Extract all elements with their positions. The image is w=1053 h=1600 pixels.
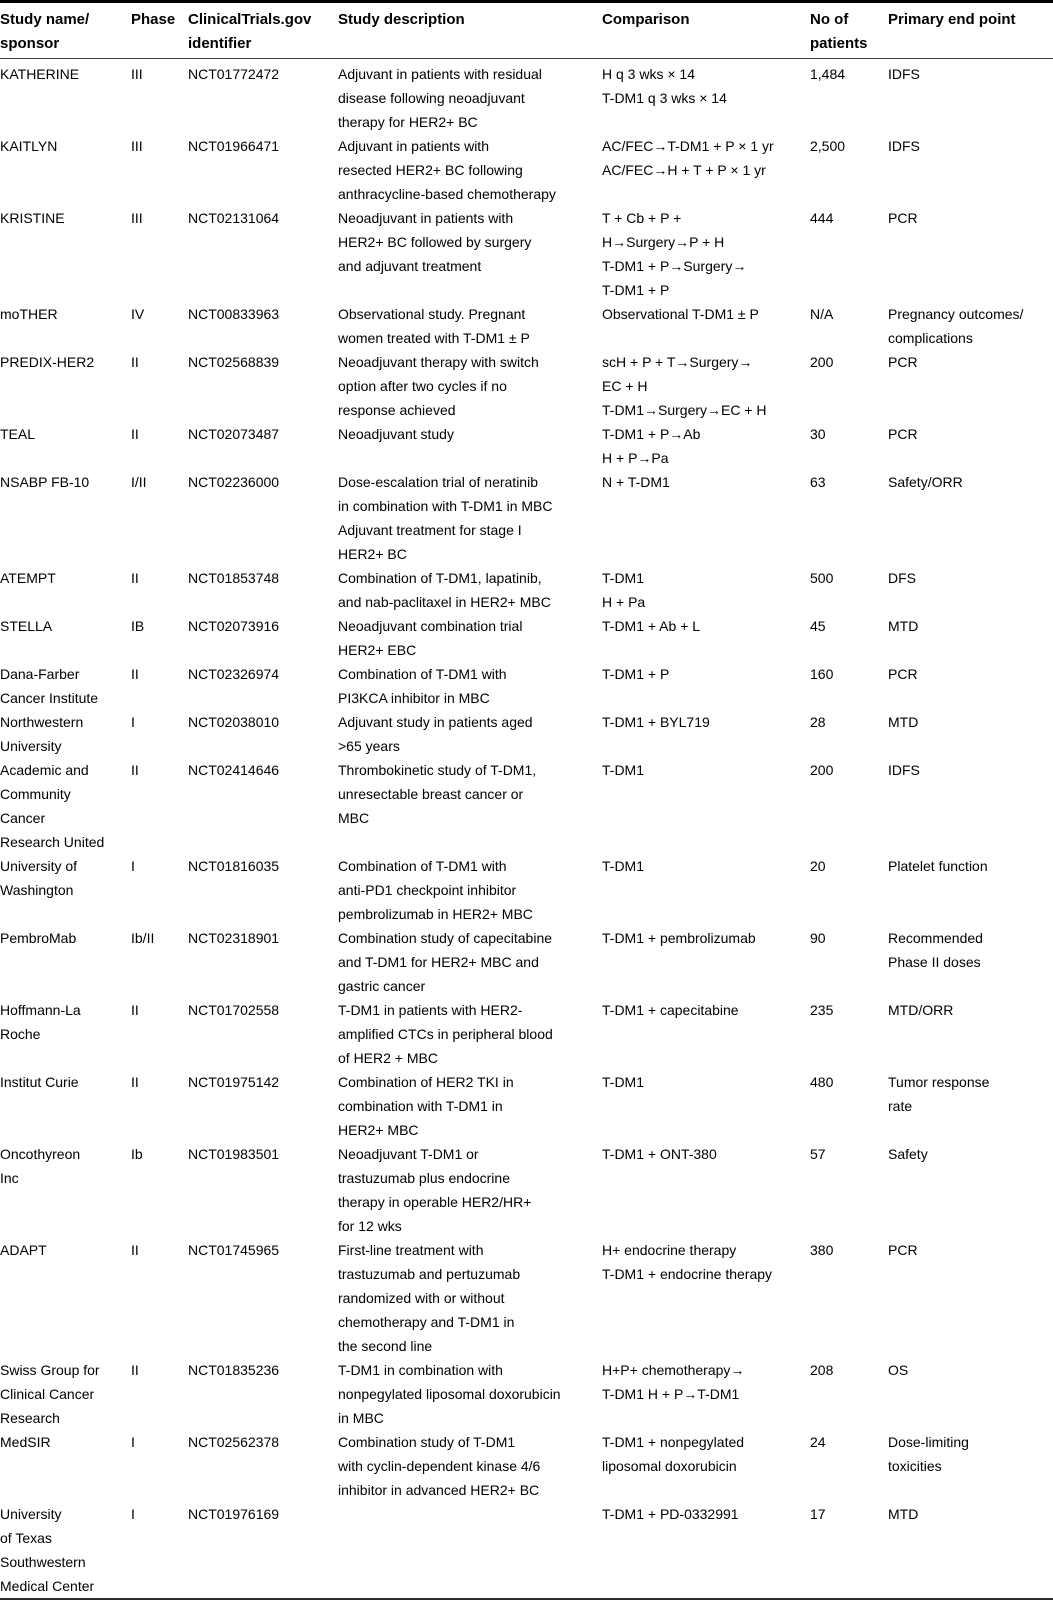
study-name-cell: Institut Curie [0, 1074, 79, 1090]
comparison-cell: Observational T-DM1 ± P [602, 306, 759, 322]
study-name-cell: STELLA [0, 618, 53, 634]
study-name-cell: ADAPT [0, 1242, 47, 1258]
study-name-cell: Dana-Farber Cancer Institute [0, 666, 99, 706]
comparison-cell: AC/FEC→T-DM1 + P × 1 yr AC/FEC→H + T + P × 1 yr [602, 138, 774, 178]
study-name-cell: NSABP FB-10 [0, 474, 90, 490]
table-row [0, 1142, 1053, 1238]
nct-identifier-cell: NCT02414646 [188, 762, 280, 778]
study-description-cell: Combination of T-DM1 with PI3KCA inhibitor in MBC [338, 666, 507, 706]
patients-count-cell: 160 [810, 666, 834, 682]
header-nct-identifier: ClinicalTrials.gov identifier [188, 11, 312, 52]
table-row [0, 1502, 1053, 1598]
table-row [0, 710, 1053, 758]
nct-identifier-cell: NCT02562378 [188, 1434, 280, 1450]
study-description-cell: Adjuvant in patients with resected HER2+ BC following anthracycline-based chemotherapy [338, 138, 556, 202]
study-name-cell: Swiss Group for Clinical Cancer Research [0, 1362, 100, 1426]
header-primary-end-point: Primary end point [888, 11, 1016, 28]
study-description-cell: Neoadjuvant T-DM1 or trastuzumab plus endocrine therapy in operable HER2/HR+ for 12 wks [338, 1146, 532, 1234]
study-name-cell: KAITLYN [0, 138, 58, 154]
table-row [0, 758, 1053, 854]
nct-identifier-cell: NCT01772472 [188, 66, 280, 82]
phase-cell: I [131, 1434, 135, 1450]
nct-identifier-cell: NCT00833963 [188, 306, 280, 322]
patients-count-cell: 1,484 [810, 66, 846, 82]
table-header-row [0, 3, 1053, 59]
comparison-cell: T-DM1 + PD-0332991 [602, 1506, 739, 1522]
study-description-cell: Adjuvant in patients with residual disease following neoadjuvant therapy for HER2+ BC [338, 66, 542, 130]
table-row [0, 134, 1053, 206]
nct-identifier-cell: NCT02131064 [188, 210, 280, 226]
header-study-description: Study description [338, 11, 465, 28]
table-row [0, 614, 1053, 662]
comparison-cell: T-DM1 + Ab + L [602, 618, 701, 634]
nct-identifier-cell: NCT01745965 [188, 1242, 280, 1258]
end-point-cell: IDFS [888, 138, 920, 154]
table-row [0, 422, 1053, 470]
study-description-cell: Neoadjuvant in patients with HER2+ BC followed by surgery and adjuvant treatment [338, 210, 532, 274]
patients-count-cell: 200 [810, 354, 834, 370]
table-row [0, 854, 1053, 926]
nct-identifier-cell: NCT01835236 [188, 1362, 280, 1378]
end-point-cell: OS [888, 1362, 909, 1378]
end-point-cell: Pregnancy outcomes/ complications [888, 306, 1024, 346]
study-name-cell: TEAL [0, 426, 36, 442]
patients-count-cell: 20 [810, 858, 826, 874]
nct-identifier-cell: NCT01853748 [188, 570, 280, 586]
comparison-cell: T-DM1 + pembrolizumab [602, 930, 756, 946]
patients-count-cell: 45 [810, 618, 826, 634]
end-point-cell: PCR [888, 354, 918, 370]
end-point-cell: Dose-limiting toxicities [888, 1434, 969, 1474]
patients-count-cell: 28 [810, 714, 826, 730]
phase-cell: I/II [131, 474, 147, 490]
phase-cell: II [131, 1002, 139, 1018]
nct-identifier-cell: NCT02236000 [188, 474, 280, 490]
patients-count-cell: 235 [810, 1002, 834, 1018]
nct-identifier-cell: NCT02568839 [188, 354, 280, 370]
patients-count-cell: 380 [810, 1242, 834, 1258]
table-row [0, 662, 1053, 710]
end-point-cell: Tumor response rate [888, 1074, 990, 1114]
nct-identifier-cell: NCT02038010 [188, 714, 280, 730]
table-row [0, 206, 1053, 302]
end-point-cell: Safety [888, 1146, 928, 1162]
end-point-cell: MTD [888, 714, 919, 730]
table-row [0, 998, 1053, 1070]
phase-cell: II [131, 354, 139, 370]
patients-count-cell: N/A [810, 306, 834, 322]
end-point-cell: PCR [888, 210, 918, 226]
study-name-cell: KATHERINE [0, 66, 80, 82]
phase-cell: Ib [131, 1146, 143, 1162]
phase-cell: III [131, 210, 143, 226]
study-name-cell: Oncothyreon Inc [0, 1146, 81, 1186]
patients-count-cell: 90 [810, 930, 826, 946]
end-point-cell: PCR [888, 666, 918, 682]
study-name-cell: PembroMab [0, 930, 77, 946]
nct-identifier-cell: NCT01966471 [188, 138, 280, 154]
comparison-cell: T-DM1 [602, 858, 644, 874]
end-point-cell: Safety/ORR [888, 474, 963, 490]
phase-cell: I [131, 858, 135, 874]
comparison-cell: H+ endocrine therapy T-DM1 + endocrine therapy [602, 1242, 773, 1282]
table-row [0, 1430, 1053, 1502]
patients-count-cell: 57 [810, 1146, 826, 1162]
end-point-cell: MTD/ORR [888, 1002, 954, 1018]
comparison-cell: T-DM1 + ONT-380 [602, 1146, 717, 1162]
study-name-cell: moTHER [0, 306, 58, 322]
end-point-cell: IDFS [888, 762, 920, 778]
phase-cell: II [131, 1242, 139, 1258]
phase-cell: II [131, 570, 139, 586]
comparison-cell: T-DM1 [602, 1074, 644, 1090]
nct-identifier-cell: NCT01976169 [188, 1506, 280, 1522]
phase-cell: Ib/II [131, 930, 155, 946]
study-description-cell: First-line treatment with trastuzumab and pertuzumab randomized with or without chemotherapy and T-DM1 in the second line [338, 1242, 521, 1354]
nct-identifier-cell: NCT02073916 [188, 618, 280, 634]
study-description-cell: Combination of T-DM1, lapatinib, and nab-paclitaxel in HER2+ MBC [338, 570, 551, 610]
comparison-cell: scH + P + T→Surgery→ EC + H T-DM1→Surgery→EC + H [602, 354, 767, 418]
comparison-cell: H q 3 wks × 14 T-DM1 q 3 wks × 14 [602, 66, 727, 106]
comparison-cell: T-DM1 H + Pa [602, 570, 646, 610]
patients-count-cell: 500 [810, 570, 834, 586]
study-description-cell: Observational study. Pregnant women treated with T-DM1 ± P [338, 306, 530, 346]
nct-identifier-cell: NCT02326974 [188, 666, 280, 682]
table-row [0, 470, 1053, 566]
patients-count-cell: 208 [810, 1362, 834, 1378]
study-name-cell: Hoffmann-La Roche [0, 1002, 81, 1042]
nct-identifier-cell: NCT01702558 [188, 1002, 280, 1018]
end-point-cell: IDFS [888, 66, 920, 82]
patients-count-cell: 63 [810, 474, 826, 490]
patients-count-cell: 200 [810, 762, 834, 778]
table-row [0, 566, 1053, 614]
phase-cell: I [131, 1506, 135, 1522]
comparison-cell: T + Cb + P + H→Surgery→P + H T-DM1 + P→Surgery→ T-DM1 + P [602, 210, 747, 298]
nct-identifier-cell: NCT01816035 [188, 858, 280, 874]
end-point-cell: MTD [888, 618, 919, 634]
header-no-of-patients: No of patients [810, 11, 868, 52]
study-name-cell: Northwestern University [0, 714, 84, 754]
phase-cell: I [131, 714, 135, 730]
comparison-cell: T-DM1 + BYL719 [602, 714, 710, 730]
end-point-cell: Recommended Phase II doses [888, 930, 983, 970]
patients-count-cell: 2,500 [810, 138, 846, 154]
patients-count-cell: 444 [810, 210, 834, 226]
study-name-cell: PREDIX-HER2 [0, 354, 95, 370]
phase-cell: III [131, 138, 143, 154]
comparison-cell: T-DM1 + P→Ab H + P→Pa [602, 426, 701, 466]
phase-cell: II [131, 1362, 139, 1378]
study-description-cell: Thrombokinetic study of T-DM1, unresectable breast cancer or MBC [338, 762, 537, 826]
patients-count-cell: 30 [810, 426, 826, 442]
phase-cell: II [131, 666, 139, 682]
patients-count-cell: 24 [810, 1434, 826, 1450]
end-point-cell: PCR [888, 1242, 918, 1258]
study-name-cell: Academic and Community Cancer Research United [0, 762, 105, 850]
patients-count-cell: 17 [810, 1506, 826, 1522]
comparison-cell: H+P+ chemotherapy→ T-DM1 H + P→T-DM1 [602, 1362, 745, 1402]
study-name-cell: MedSIR [0, 1434, 51, 1450]
table-row [0, 62, 1053, 134]
table-row [0, 1070, 1053, 1142]
comparison-cell: T-DM1 [602, 762, 644, 778]
phase-cell: II [131, 1074, 139, 1090]
comparison-cell: N + T-DM1 [602, 474, 670, 490]
nct-identifier-cell: NCT01983501 [188, 1146, 280, 1162]
comparison-cell: T-DM1 + P [602, 666, 670, 682]
study-name-cell: University of Texas Southwestern Medical Center [0, 1506, 95, 1594]
study-name-cell: KRISTINE [0, 210, 65, 226]
study-description-cell: Neoadjuvant therapy with switch option after two cycles if no response achieved [338, 354, 539, 418]
study-description-cell: Combination study of capecitabine and T-DM1 for HER2+ MBC and gastric cancer [338, 930, 553, 994]
study-name-cell: University of Washington [0, 858, 78, 898]
table-row [0, 1238, 1053, 1358]
study-description-cell: Neoadjuvant study [338, 426, 454, 442]
study-description-cell: T-DM1 in combination with nonpegylated liposomal doxorubicin in MBC [338, 1362, 561, 1426]
nct-identifier-cell: NCT01975142 [188, 1074, 280, 1090]
end-point-cell: DFS [888, 570, 916, 586]
study-name-cell: ATEMPT [0, 570, 56, 586]
nct-identifier-cell: NCT02318901 [188, 930, 280, 946]
study-description-cell: T-DM1 in patients with HER2- amplified CTCs in peripheral blood of HER2 + MBC [338, 1002, 553, 1066]
phase-cell: II [131, 426, 139, 442]
header-comparison: Comparison [602, 11, 690, 28]
table-body [0, 59, 1053, 1598]
table-row [0, 302, 1053, 350]
patients-count-cell: 480 [810, 1074, 834, 1090]
phase-cell: IB [131, 618, 145, 634]
table-row [0, 1358, 1053, 1430]
comparison-cell: T-DM1 + nonpegylated liposomal doxorubicin [602, 1434, 745, 1474]
end-point-cell: MTD [888, 1506, 919, 1522]
nct-identifier-cell: NCT02073487 [188, 426, 280, 442]
study-description-cell: Combination of T-DM1 with anti-PD1 checkpoint inhibitor pembrolizumab in HER2+ MBC [338, 858, 533, 922]
phase-cell: III [131, 66, 143, 82]
end-point-cell: PCR [888, 426, 918, 442]
study-description-cell: Neoadjuvant combination trial HER2+ EBC [338, 618, 523, 658]
header-study-name-sponsor: Study name/ sponsor [0, 11, 90, 52]
header-phase: Phase [131, 11, 176, 28]
comparison-cell: T-DM1 + capecitabine [602, 1002, 739, 1018]
table-row [0, 350, 1053, 422]
study-description-cell: Combination of HER2 TKI in combination with T-DM1 in HER2+ MBC [338, 1074, 514, 1138]
phase-cell: II [131, 762, 139, 778]
study-description-cell: Combination study of T-DM1 with cyclin-dependent kinase 4/6 inhibitor in advanced HER2+ BC [338, 1434, 541, 1498]
end-point-cell: Platelet function [888, 858, 988, 874]
phase-cell: IV [131, 306, 145, 322]
study-description-cell: Dose-escalation trial of neratinib in combination with T-DM1 in MBC Adjuvant treatment for stage I HER2+ BC [338, 474, 553, 562]
table-row [0, 926, 1053, 998]
study-description-cell: Adjuvant study in patients aged >65 years [338, 714, 533, 754]
